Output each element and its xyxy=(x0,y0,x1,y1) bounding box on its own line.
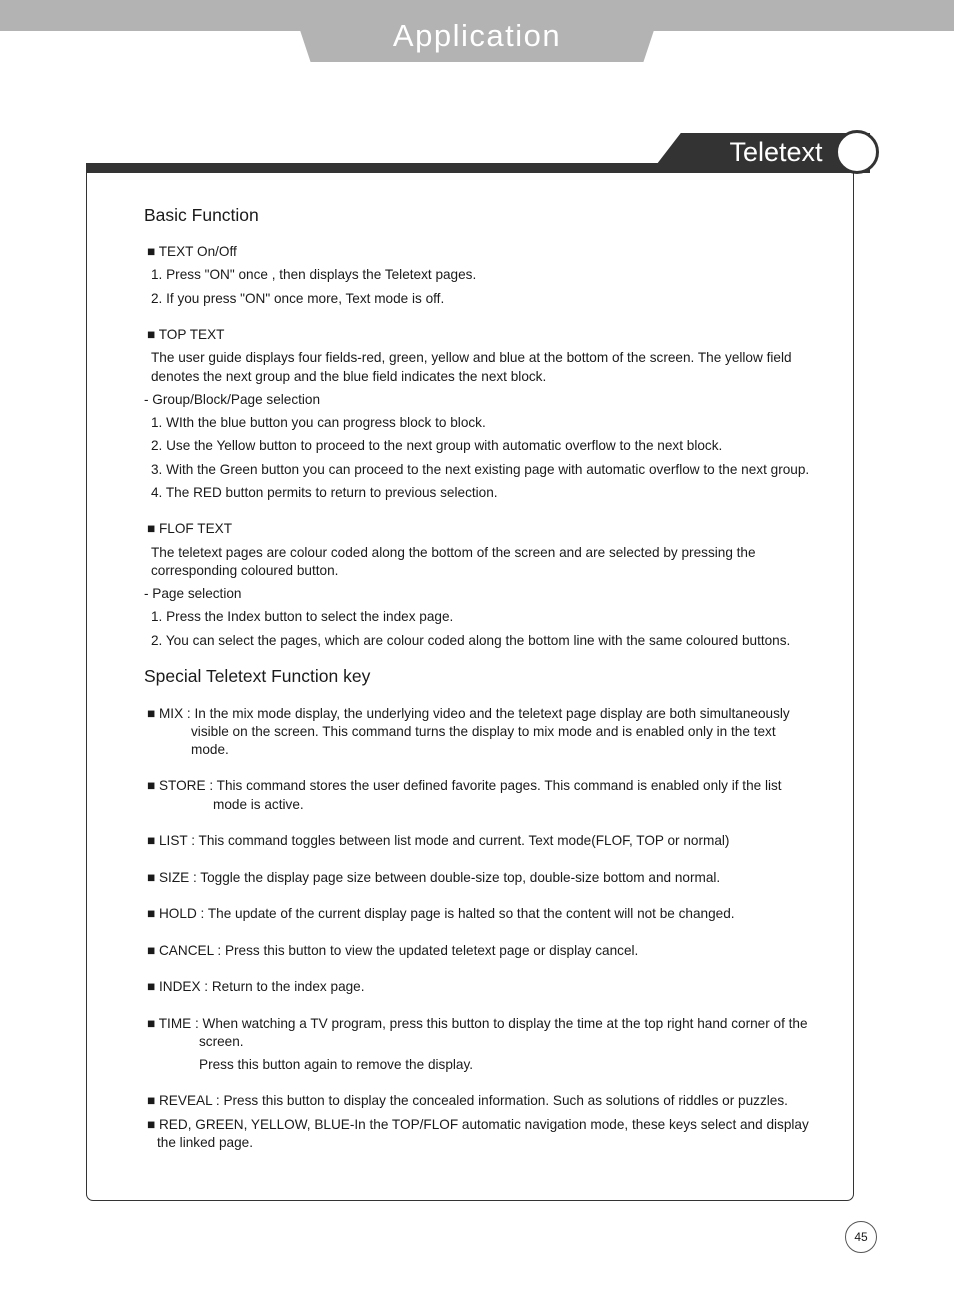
mix-item: ■ MIX : In the mix mode display, the underlying video and the teletext page display are both simultaneously xyxy=(147,706,790,721)
cancel-item: ■ CANCEL : Press this button to view the updated teletext page or display cancel. xyxy=(147,943,639,958)
text-onoff-item: 1. Press "ON" once , then displays the Teletext pages. xyxy=(151,267,477,282)
list-item: ■ LIST : This command toggles between list mode and current. Text mode(FLOF, TOP or normal) xyxy=(147,833,730,848)
flof-text-label: ■ FLOF TEXT xyxy=(147,521,233,536)
flof-text-desc: corresponding coloured button. xyxy=(151,563,339,578)
top-text-label: ■ TOP TEXT xyxy=(147,327,225,342)
color-keys-item: the linked page. xyxy=(157,1135,253,1150)
special-function-heading: Special Teletext Function key xyxy=(144,666,371,686)
hold-item: ■ HOLD : The update of the current display page is halted so that the content will not be changed. xyxy=(147,906,735,921)
section-title: Teletext xyxy=(729,137,823,167)
time-item: Press this button again to remove the display. xyxy=(199,1057,474,1072)
mix-item: mode. xyxy=(191,742,229,757)
size-item: ■ SIZE : Toggle the display page size between double-size top, double-size bottom and normal. xyxy=(147,870,721,885)
color-keys-item: ■ RED, GREEN, YELLOW, BLUE-In the TOP/FLOF automatic navigation mode, these keys select and display xyxy=(147,1117,809,1132)
flof-text-item: 1. Press the Index button to select the index page. xyxy=(151,609,454,624)
top-text-desc: The user guide displays four fields-red, green, yellow and blue at the bottom of the screen. The yellow field xyxy=(151,350,792,365)
top-text-item: 3. With the Green button you can proceed to the next existing page with automatic overflow to the next group. xyxy=(151,462,810,477)
time-item: ■ TIME : When watching a TV program, press this button to display the time at the top right hand corner of the xyxy=(147,1016,808,1031)
page-number: 45 xyxy=(845,1221,877,1253)
text-onoff-label: ■ TEXT On/Off xyxy=(147,244,237,259)
page-selection-subhead: - Page selection xyxy=(144,586,242,601)
time-item: screen. xyxy=(199,1034,244,1049)
mix-item: visible on the screen. This command turns the display to mix mode and is enabled only in the text xyxy=(191,724,776,739)
text-onoff-item: 2. If you press "ON" once more, Text mode is off. xyxy=(151,291,445,306)
page-title: Application xyxy=(392,18,562,53)
group-block-subhead: - Group/Block/Page selection xyxy=(144,392,321,407)
basic-function-heading: Basic Function xyxy=(144,205,259,225)
section-circle-icon xyxy=(835,130,879,174)
reveal-item: ■ REVEAL : Press this button to display the concealed information. Such as solutions of riddles or puzzles. xyxy=(147,1093,788,1108)
top-text-item: 2. Use the Yellow button to proceed to the next group with automatic overflow to the next block. xyxy=(151,438,723,453)
top-text-item: 4. The RED button permits to return to previous selection. xyxy=(151,485,498,500)
top-text-item: 1. WIth the blue button you can progress block to block. xyxy=(151,415,486,430)
store-item: mode is active. xyxy=(213,797,304,812)
index-item: ■ INDEX : Return to the index page. xyxy=(147,979,365,994)
flof-text-item: 2. You can select the pages, which are colour coded along the bottom line with the same coloured buttons. xyxy=(151,633,791,648)
store-item: ■ STORE : This command stores the user defined favorite pages. This command is enabled only if the list xyxy=(147,778,782,793)
top-text-desc: denotes the next group and the blue field indicates the next block. xyxy=(151,369,547,384)
flof-text-desc: The teletext pages are colour coded along the bottom of the screen and are selected by pressing the xyxy=(151,545,756,560)
